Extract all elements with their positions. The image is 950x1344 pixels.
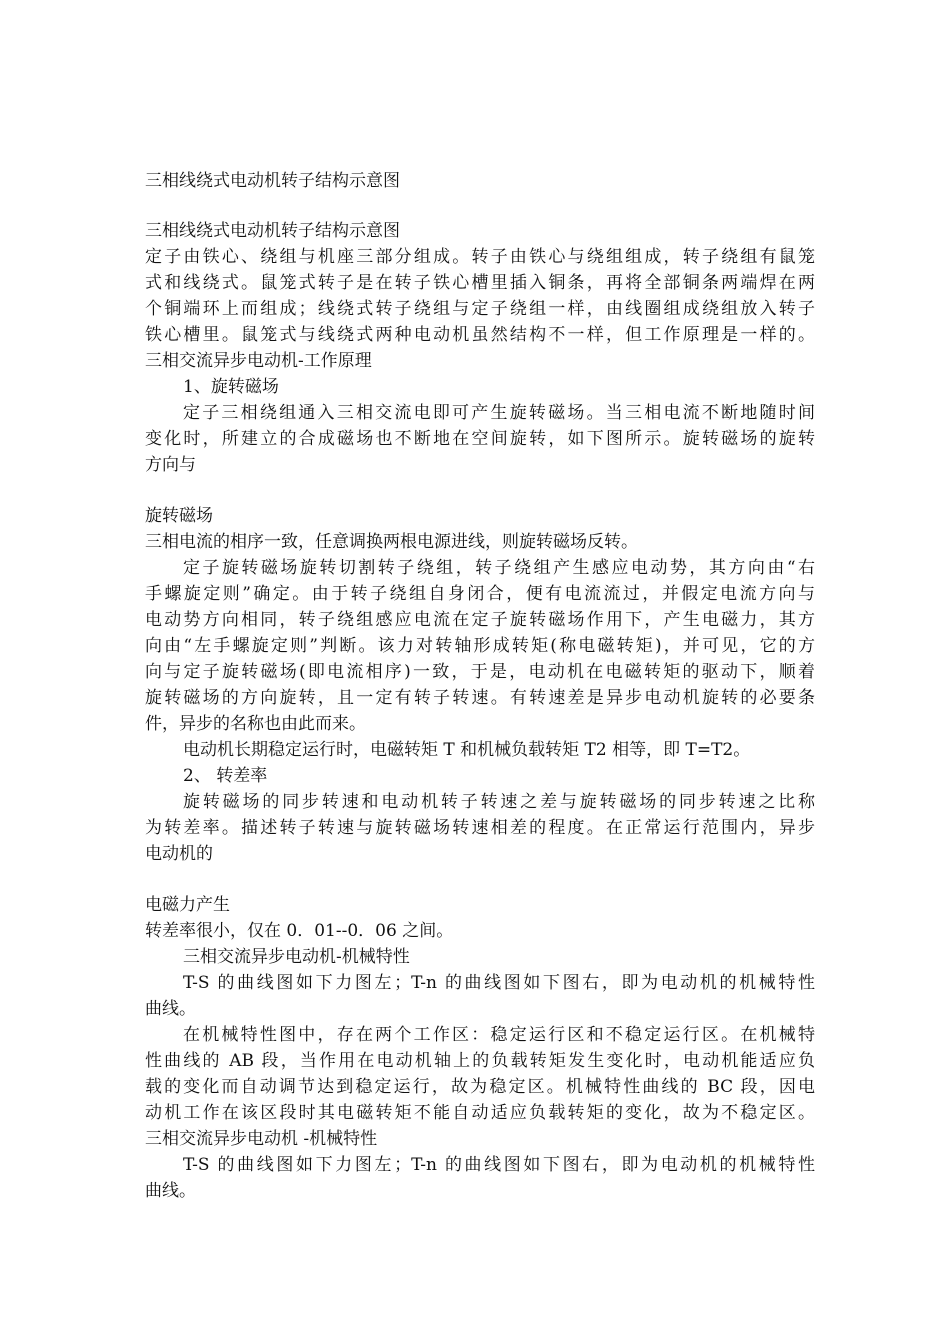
text-line: 旋转磁场的同步转速和电动机转子转速之差与旋转磁场的同步转速之比称 [183, 792, 815, 812]
subsection-title-slip: 2、 转差率 [183, 766, 268, 786]
text-line: 铁心槽里。鼠笼式与线绕式两种电动机虽然结构不一样，但工作原理是一样的。 [145, 325, 815, 345]
text-line: 式和线绕式。鼠笼式转子是在转子铁心槽里插入铜条，再将全部铜条两端焊在两 [145, 273, 815, 293]
section-title-mechanical-characteristics-repeat: 三相交流异步电动机 -机械特性 [145, 1129, 378, 1149]
text-line: 变化时，所建立的合成磁场也不断地在空间旋转，如下图所示。旋转磁场的旋转 [145, 429, 815, 449]
caption-rotor-diagram: 三相线绕式电动机转子结构示意图 [145, 221, 400, 241]
text-line: 电动势方向相同，转子绕组感应电流在定子旋转磁场作用下，产生电磁力，其方 [145, 610, 815, 630]
text-line: 件，异步的名称也由此而来。 [145, 714, 366, 734]
text-line: 旋转磁场的方向旋转，且一定有转子转速。有转速差是异步电动机旋转的必要条 [145, 688, 815, 708]
section-title-mechanical-characteristics: 三相交流异步电动机-机械特性 [183, 947, 410, 967]
text-line: 转差率很小，仅在 0．01--0．06 之间。 [145, 921, 454, 941]
text-line: 性曲线的 AB 段，当作用在电动机轴上的负载转矩发生变化时，电动机能适应负 [145, 1051, 815, 1071]
text-line: 在机械特性图中，存在两个工作区：稳定运行区和不稳定运行区。在机械特 [183, 1025, 815, 1045]
text-line: 电动机长期稳定运行时，电磁转矩 T 和机械负载转矩 T2 相等，即 T=T2。 [183, 740, 751, 760]
section-title-working-principle: 三相交流异步电动机-工作原理 [145, 351, 372, 371]
text-line: T-S 的曲线图如下力图左；T-n 的曲线图如下图右，即为电动机的机械特性 [183, 973, 815, 993]
text-line: 动机工作在该区段时其电磁转矩不能自动适应负载转矩的变化，故为不稳定区。 [145, 1103, 815, 1123]
caption-electromagnetic-force: 电磁力产生 [145, 895, 230, 915]
text-line: 方向与 [145, 455, 196, 475]
text-line: 为转差率。描述转子转速与旋转磁场转速相差的程度。在正常运行范围内，异步 [145, 818, 815, 838]
text-line: 曲线。 [145, 999, 196, 1019]
caption-rotating-field: 旋转磁场 [145, 506, 213, 526]
text-line: 曲线。 [145, 1181, 196, 1201]
text-line: 个铜端环上而组成；线绕式转子绕组与定子绕组一样，由线圈组成绕组放入转子 [145, 299, 815, 319]
text-line: 载的变化而自动调节达到稳定运行，故为稳定区。机械特性曲线的 BC 段，因电 [145, 1077, 815, 1097]
text-line: 定子由铁心、绕组与机座三部分组成。转子由铁心与绕组组成，转子绕组有鼠笼 [145, 247, 815, 267]
text-line: 电动机的 [145, 844, 213, 864]
text-line: 向与定子旋转磁场(即电流相序)一致，于是，电动机在电磁转矩的驱动下，顺着 [145, 662, 815, 682]
text-line: 手螺旋定则”确定。由于转子绕组自身闭合，便有电流流过，并假定电流方向与 [145, 584, 815, 604]
text-line: T-S 的曲线图如下力图左；T-n 的曲线图如下图右，即为电动机的机械特性 [183, 1155, 815, 1175]
heading-rotor-diagram: 三相线绕式电动机转子结构示意图 [145, 171, 400, 191]
text-line: 定子三相绕组通入三相交流电即可产生旋转磁场。当三相电流不断地随时间 [183, 403, 815, 423]
subsection-title-rotating-field: 1、旋转磁场 [183, 377, 279, 397]
text-line: 三相电流的相序一致，任意调换两根电源进线，则旋转磁场反转。 [145, 532, 638, 552]
text-line: 定子旋转磁场旋转切割转子绕组，转子绕组产生感应电动势，其方向由“右 [183, 558, 815, 578]
text-line: 向由“左手螺旋定则”判断。该力对转轴形成转矩(称电磁转矩)，并可见，它的方 [145, 636, 815, 656]
